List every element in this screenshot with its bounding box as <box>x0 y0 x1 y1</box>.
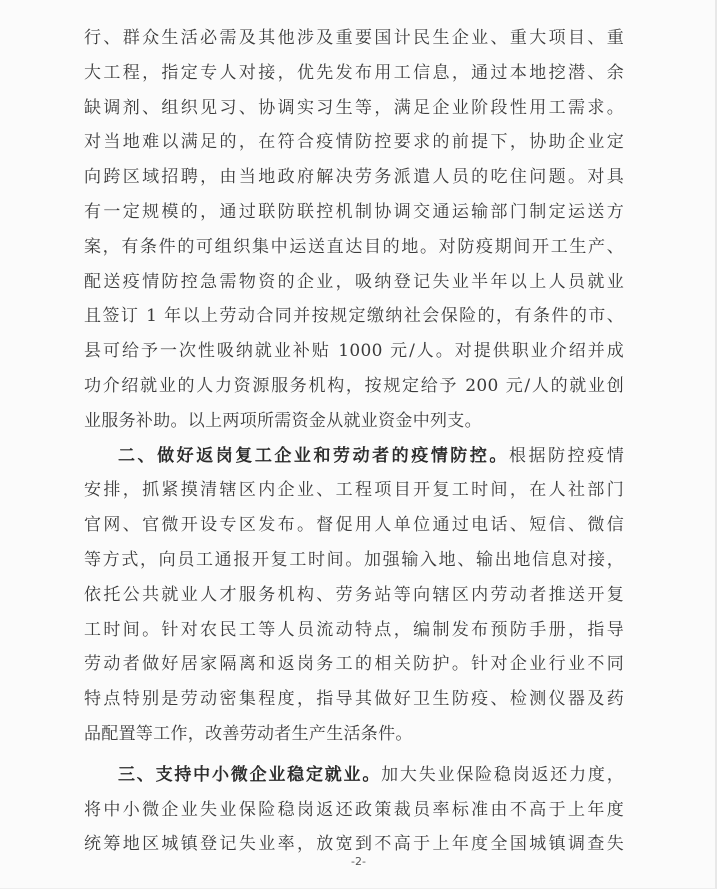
page-number: -2- <box>351 855 366 868</box>
text-line: 缺调剂、组织见习、协调实习生等，满足企业阶段性用工需求。 <box>84 97 624 118</box>
text-line: 官网、官微开设专区发布。督促用人单位通过电话、短信、微信 <box>84 515 624 536</box>
text-line <box>84 439 624 474</box>
text-line: 行、群众生活必需及其他涉及重要国计民生企业、重大项目、重 <box>84 28 624 48</box>
section-heading: 三、支持中小微企业稳定就业。 <box>118 764 382 785</box>
section-heading: 二、做好返岗复工企业和劳动者的疫情防控。 <box>118 445 509 466</box>
text-line: 大工程，指定专人对接，优先发布用工信息，通过本地挖潜、余 <box>84 62 624 83</box>
text-line: 将中小微企业失业保险稳岗返还政策裁员率标准由不高于上年度 <box>84 799 624 820</box>
text-fragment: 根据防控疫情 <box>508 445 624 466</box>
text-line: 县可给予一次性吸纳就业补贴 1000 元/人。对提供职业介绍并成 <box>84 341 624 362</box>
text-line: 品配置等工作，改善劳动者生产生活条件。 <box>84 723 413 744</box>
paragraph-small-business-support <box>84 758 624 862</box>
text-line: 劳动者做好居家隔离和返岗务工的相关防护。针对企业行业不同 <box>84 654 624 675</box>
text-line: 等方式，向员工通报开复工时间。加强输入地、输出地信息对接， <box>84 549 624 570</box>
text-line: 安排，抓紧摸清辖区内企业、工程项目开复工时间，在人社部门 <box>84 480 624 501</box>
text-fragment: 加大失业保险稳岗返还力度， <box>381 764 624 785</box>
text-line: 案，有条件的可组织集中运送直达目的地。对防疫期间开工生产、 <box>84 236 624 257</box>
document-body <box>84 21 624 862</box>
text-line: 功介绍就业的人力资源服务机构，按规定给予 200 元/人的就业创 <box>84 375 624 396</box>
paragraph-epidemic-prevention <box>84 439 624 752</box>
text-line: 统筹地区城镇登记失业率，放宽到不高于上年度全国城镇调查失 <box>84 834 624 855</box>
text-line: 依托公共就业人才服务机构、劳务站等向辖区内劳动者推送开复 <box>84 584 624 605</box>
text-line: 特点特别是劳动密集程度，指导其做好卫生防疫、检测仪器及药 <box>84 689 624 710</box>
text-line: 且签订 1 年以上劳动合同并按规定缴纳社会保险的，有条件的市、 <box>84 306 624 327</box>
text-line: 配送疫情防控急需物资的企业，吸纳登记失业半年以上人员就业 <box>84 271 624 292</box>
text-line: 向跨区域招聘，由当地政府解决劳务派遣人员的吃住问题。对具 <box>84 167 624 188</box>
text-line: 对当地难以满足的，在符合疫情防控要求的前提下，协助企业定 <box>84 132 624 153</box>
paragraph-job-matching <box>84 21 624 439</box>
text-line: 有一定规模的，通过联防联控机制协调交通运输部门制定运送方 <box>84 201 624 222</box>
text-line: 业服务补助。以上两项所需资金从就业资金中列支。 <box>84 410 482 431</box>
text-line: 工时间。针对农民工等人员流动特点，编制发布预防手册，指导 <box>84 619 624 640</box>
text-line <box>84 758 624 793</box>
